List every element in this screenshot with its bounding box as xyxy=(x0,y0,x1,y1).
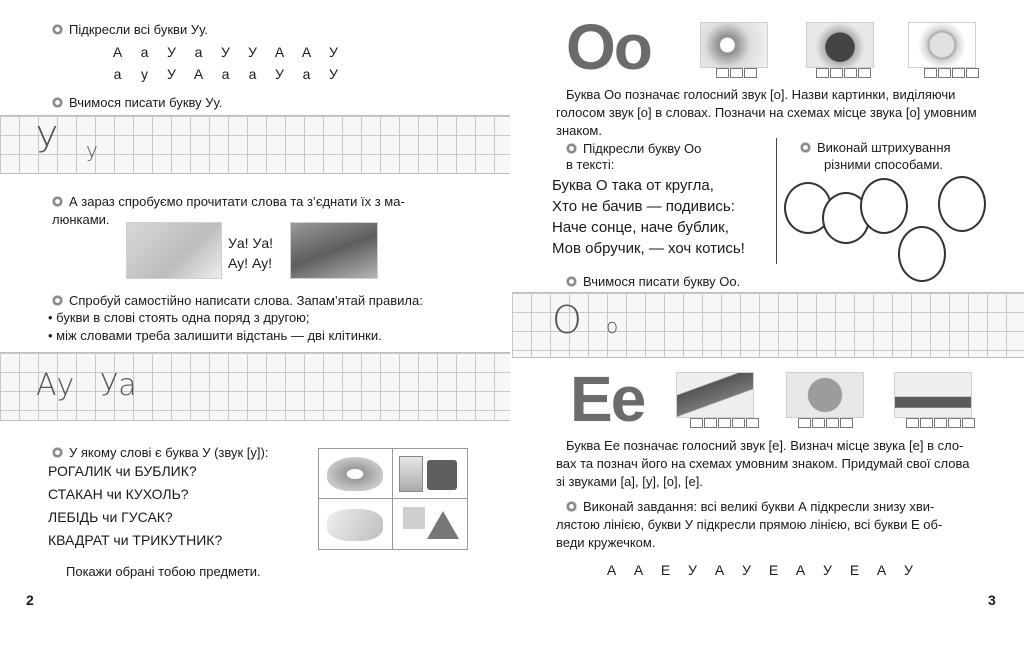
e-desc-2: вах та познач його на схемах умовним знаком. Придумай свої слова xyxy=(556,456,970,471)
sound-scheme-3[interactable] xyxy=(924,68,979,78)
letter-e-heading: Ее xyxy=(570,363,645,435)
page-number-right: 3 xyxy=(988,592,996,608)
writing-grid-o[interactable] xyxy=(512,292,1024,358)
handwritten-small-o: о xyxy=(606,314,619,338)
underline-o-task: Підкресли букву Оо xyxy=(566,140,701,157)
question-2: СТАКАН чи КУХОЛЬ? xyxy=(48,486,189,502)
handwritten-big-o: О xyxy=(552,298,582,342)
hatch-task-cont: різними способами. xyxy=(824,157,944,172)
sound-scheme-5[interactable] xyxy=(798,418,853,428)
show-objects-text: Покажи обрані тобою предмети. xyxy=(66,564,261,579)
objects-table xyxy=(318,448,468,550)
hatch-oval-5[interactable] xyxy=(938,176,986,232)
rule-1: • букви в слові стоять одна поряд з другою; xyxy=(48,310,310,325)
hatch-oval-4[interactable] xyxy=(898,226,946,282)
task-underline-u: Підкресли всі букви Уу. xyxy=(52,21,208,38)
o-desc-2: голосом звук [о] в словах. Позначи на схемах місце звука [о] умовним xyxy=(556,105,977,120)
sun-picture xyxy=(908,22,976,68)
e-desc-1: Буква Ее позначає голосний звук [е]. Визнач місце звука [е] в сло- xyxy=(566,438,964,453)
o-desc-3: знаком. xyxy=(556,123,602,138)
flower-bullet-icon xyxy=(566,143,577,154)
page-number-left: 2 xyxy=(26,592,34,608)
underline-o-task-cont: в тексті: xyxy=(566,157,615,172)
flower-bullet-icon xyxy=(566,501,577,512)
swan-goose-image[interactable] xyxy=(327,509,383,541)
writing-grid-words[interactable] xyxy=(0,352,510,421)
writing-grid-u[interactable] xyxy=(0,115,510,174)
handwritten-big-u: У xyxy=(36,120,58,161)
divider xyxy=(776,138,777,264)
forest-girl-image xyxy=(290,222,378,279)
task-which-word: У якому слові є буква У (звук [у]): xyxy=(52,444,268,461)
flower-bullet-icon xyxy=(566,276,577,287)
sound-scheme-4[interactable] xyxy=(690,418,759,428)
task-write-words: Спробуй самостійно написати слова. Запам’ятай правила: xyxy=(52,292,423,309)
flower-bullet-icon xyxy=(52,97,63,108)
flower-bullet-icon xyxy=(52,295,63,306)
sound-scheme-1[interactable] xyxy=(716,68,757,78)
write-o-task: Вчимося писати букву Оо. xyxy=(566,273,740,290)
task-read-words: А зараз спробуємо прочитати слова та з’єднати їх з ма- xyxy=(52,193,405,210)
flower-bullet-icon xyxy=(52,447,63,458)
mug-image[interactable] xyxy=(427,460,457,490)
final-task-3: веди кружечком. xyxy=(556,535,656,550)
flower-bullet-icon xyxy=(52,24,63,35)
handwritten-small-u: у xyxy=(86,138,98,162)
poem-line-4: Мов обручик, — хоч котись! xyxy=(552,240,745,257)
poem-line-2: Хто не бачив — подивись: xyxy=(552,198,735,215)
triangle-image[interactable] xyxy=(427,511,459,539)
question-1: РОГАЛИК чи БУБЛИК? xyxy=(48,463,197,479)
flower-bullet-icon xyxy=(52,196,63,207)
hatch-oval-3[interactable] xyxy=(860,178,908,234)
sound-scheme-2[interactable] xyxy=(816,68,871,78)
poem-o xyxy=(552,175,745,259)
baby-crying-image xyxy=(126,222,222,279)
e-desc-3: зі звуками [а], [у], [о], [е]. xyxy=(556,474,703,489)
rule-2: • між словами треба залишити відстань — дві клітинки. xyxy=(48,328,382,343)
final-letter-row: А А Е У А У Е А У Е А У xyxy=(606,562,913,578)
bagel-croissant-image[interactable] xyxy=(327,457,383,491)
ice-cream-picture xyxy=(676,372,754,418)
apple-picture xyxy=(806,22,874,68)
final-task: Виконай завдання: всі великі букви А підкресли знизу хви- xyxy=(566,498,934,515)
letter-row-2: а у У А а а У а У xyxy=(113,66,338,82)
square-image[interactable] xyxy=(403,507,425,529)
calls-text: Уа! Уа! Ау! Ау! xyxy=(228,235,274,271)
flower-bullet-icon xyxy=(800,142,811,153)
heart-picture xyxy=(786,372,864,418)
poem-line-1: Буква О така от кругла, xyxy=(552,177,714,194)
task-read-words-cont: люнками. xyxy=(52,212,110,227)
letter-row-1: А а У а У У А А У xyxy=(112,44,338,60)
final-task-2: лястою лінією, букви У підкресли прямою лінією, всі букви Е об- xyxy=(556,517,943,532)
question-3: ЛЕБІДЬ чи ГУСАК? xyxy=(48,509,173,525)
question-list xyxy=(48,460,222,552)
handwritten-word-au: Ау xyxy=(36,368,75,403)
task-write-u: Вчимося писати букву Уу. xyxy=(52,94,222,111)
butterflies-picture xyxy=(700,22,768,68)
handwritten-word-ua: Уа xyxy=(100,368,137,403)
poem-line-3: Наче сонце, наче бублик, xyxy=(552,219,729,236)
question-4: КВАДРАТ чи ТРИКУТНИК? xyxy=(48,532,223,548)
letter-o-heading: Оо xyxy=(566,11,651,83)
excavator-picture xyxy=(894,372,972,418)
hatch-task: Виконай штрихування xyxy=(800,139,951,156)
glass-image[interactable] xyxy=(399,456,423,492)
o-desc-1: Буква Оо позначає голосний звук [о]. Назви картинки, виділяючи xyxy=(566,87,956,102)
sound-scheme-6[interactable] xyxy=(906,418,975,428)
